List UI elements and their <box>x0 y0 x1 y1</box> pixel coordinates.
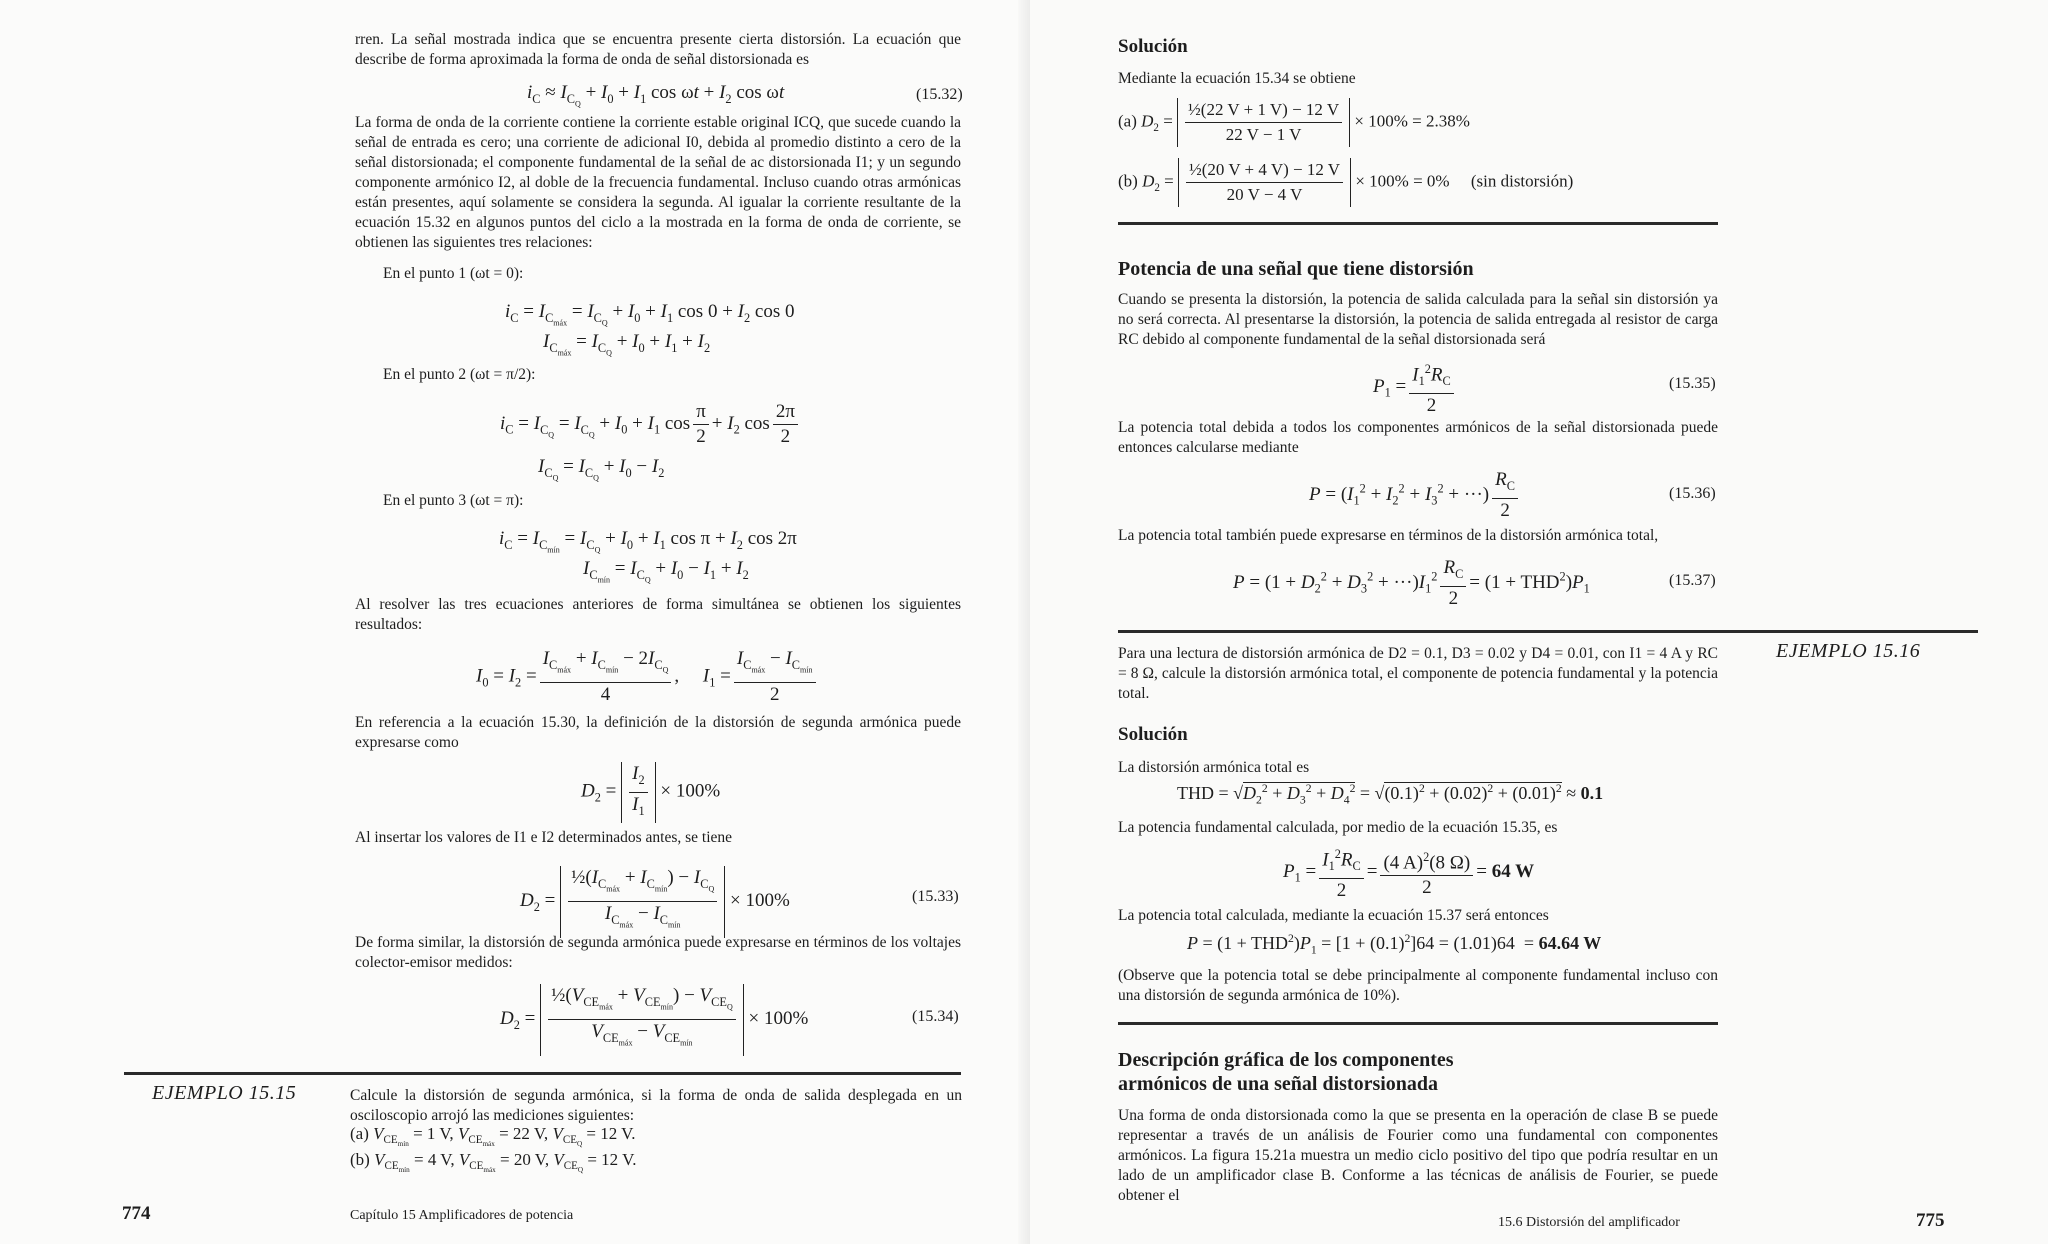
section-divider <box>1118 1022 1718 1025</box>
section-title-graphic-2: armónicos de una señal distorsionada <box>1118 1073 1439 1095</box>
equation-total-power: $P = (1 + THD^2)P_1 = [1 + (0.1)^2]64 = (1.01)64 = 64.64$ W <box>1187 932 1602 957</box>
point-2-label: En el punto 2 (ωt = π/2): <box>383 366 536 383</box>
equation-number: (15.34) <box>912 1008 959 1025</box>
power-paragraph-1: Cuando se presenta la distorsión, la potencia de salida calculada para la señal sin distorsión ya no será correcta. Al presentarse la distorsión, la potencia de salida entregada al resistor de carga RC debido al componente fundamental de la señal distorsionada será <box>1118 291 1718 348</box>
equation-d2-definition: $D_2$ = $\frac{I_2}{I_1}$ × 100% <box>581 762 720 823</box>
example-divider <box>124 1072 961 1075</box>
equation-number: (15.36) <box>1669 485 1716 502</box>
running-head: 15.6 Distorsión del amplificador <box>1498 1215 1680 1230</box>
example-15-15-label: EJEMPLO 15.15 <box>152 1082 297 1104</box>
example-15-15-text: Calcule la distorsión de segunda armónica, si la forma de onda de salida desplegada en un osciloscopio arrojó las mediciones siguientes: <box>350 1087 962 1124</box>
equation-point-1a: $i_C = I_{C_{máx}} = I_{C_Q} + I_0 + I_1$ $\cos 0 + I_2$ cos 0 <box>505 301 795 328</box>
equation-point-2a: $i_C = I_{C_Q} = I_{C_Q} + I_0 + I_1$ cos $\frac{\pi}{2}$ + $I_2$ cos $\frac{2\pi}{2}$ <box>500 400 801 449</box>
paragraph-voltages: De forma similar, la distorsión de segunda armónica puede expresarse en términos de los voltajes colector-emisor medidos: <box>355 934 961 971</box>
equation-number: (15.35) <box>1669 375 1716 392</box>
equation-results: $I_0 = I_2$ = $\frac{I_{C_{máx}} + I_{C_{mín}} - 2I_{C_Q}}{4}$ , $I_1$ = $\frac{I_{C_{máx}} - I_{C_{mín}}}{2}$ <box>476 647 819 707</box>
paragraph-simultaneous: Al resolver las tres ecuaciones anteriores de forma simultánea se obtienen los siguientes resultados: <box>355 596 961 633</box>
right-page <box>1030 0 2048 1244</box>
equation-point-1b: $I_{C_{máx}} = I_{C_Q} + I_0 + I_1 + I_2$ <box>543 331 711 358</box>
equation-p1-value: $P_1$ = $\frac{I_1^2R_C}{2}$ = $\frac{(4 A)^2(8 \Omega)}{2}$ = 64 W <box>1283 842 1534 903</box>
example-15-16-text: Para una lectura de distorsión armónica de D2 = 0.1, D3 = 0.02 y D4 = 0.01, con I1 = 4 A y RC = 8 Ω, calcule la distorsión armónica total, el componente de potencia fundamental y la potencia total. <box>1118 645 1718 702</box>
solution-heading: Solución <box>1118 724 1188 745</box>
solution-note: (Observe que la potencia total se debe principalmente al componente fundamental incluso con una distorsión de segunda armónica de 10%). <box>1118 967 1718 1004</box>
equation-point-3b: $I_{C_{mín}} = I_{C_Q} + I_0 - I_1 + I_2$ <box>583 558 749 585</box>
equation-15-35: $P_1$ = $\frac{I_1^2R_C}{2}$ <box>1373 357 1457 418</box>
solution-heading: Solución <box>1118 36 1188 57</box>
section-divider <box>1118 222 1718 225</box>
equation-thd: THD = $√D_2^2 + D_3^2 + D_4^2 = √(0.1)^2 + (0.02)^2 + (0.01)^2 \approx 0.1$ <box>1177 782 1604 807</box>
equation-number: (15.32) <box>916 86 963 103</box>
power-paragraph-3: La potencia total también puede expresarse en términos de la distorsión armónica total, <box>1118 527 1659 544</box>
solution-thd-intro: La distorsión armónica total es <box>1118 759 1310 776</box>
graphic-paragraph-1: Una forma de onda distorsionada como la que se presenta en la operación de clase B se puede representar a través de un análisis de Fourier como una fundamental con componentes armónicos. La figura 15.21a muestra un medio ciclo positivo del tipo que podría resultar en un lado de un amplificador clase B. Conforme a las técnicas de análisis de Fourier, se puede obtener el <box>1118 1107 1718 1204</box>
equation-15-32: $i_C \approx I_{C_Q} + I_0 + I_1$ $\cos \omega t + I_2$ cos ωt <box>527 82 785 109</box>
section-title-graphic-1: Descripción gráfica de los componentes <box>1118 1049 1454 1071</box>
example-15-16-label: EJEMPLO 15.16 <box>1776 640 1921 662</box>
equation-15-36: $P = (I_1^2 + I_2^2 + I_3^2$ + ···) $\frac{R_C}{2}$ <box>1309 468 1521 523</box>
section-title-power: Potencia de una señal que tiene distorsión <box>1118 258 1474 280</box>
solution-part-b: (b) $D_2$ = $\frac{\text{½(20 V + 4 V) − 12 V}}{20 V - 4 V}$ × 100% = 0% (sin distorsión) <box>1118 158 1573 207</box>
equation-point-3a: $i_C = I_{C_{mín}} = I_{C_Q} + I_0 + I_1$ $\cos \pi + I_2$ cos 2π <box>499 528 797 555</box>
point-3-label: En el punto 3 (ωt = π): <box>383 492 524 509</box>
running-head: Capítulo 15 Amplificadores de potencia <box>350 1208 574 1223</box>
paragraph-definition: En referencia a la ecuación 15.30, la definición de la distorsión de segunda armónica puede expresarse como <box>355 714 961 751</box>
example-divider <box>1118 630 1978 633</box>
solution-part-a: (a) $D_2$ = $\frac{\text{½(22 V + 1 V) − 12 V}}{22 V - 1 V}$ × 100% = 2.38% <box>1118 98 1470 147</box>
intro-paragraph: rren. La señal mostrada indica que se encuentra presente cierta distorsión. La ecuación que describe de forma aproximada la forma de onda de señal distorsionada es <box>355 31 961 68</box>
solution-fundamental-intro: La potencia fundamental calculada, por medio de la ecuación 15.35, es <box>1118 819 1558 836</box>
paragraph-insert-values: Al insertar los valores de I1 e I2 determinados antes, se tiene <box>355 829 733 846</box>
equation-15-37: $P = (1 + D_2^2 + D_3^2 + \cdot\cdot\cdot)I_1^2$ $\frac{R_C}{2}$ = $(1 + THD^2)P_1$ <box>1233 557 1590 609</box>
equation-number: (15.33) <box>912 888 959 905</box>
equation-15-33: $D_2$ = $\frac{\frac{1}{2}(I_{C_{máx}} + I_{C_{mín}}) - I_{C_Q}}{I_{C_{máx}} - I_{C_{mín}}}$ × 100% <box>520 866 790 938</box>
example-15-15-part-a: (a) $V_{CE_{mín}} = 1$ V, $V_{CE_{máx}} = 22$ V, $V_{CE_Q} = 12$ V. <box>350 1124 636 1149</box>
page-number: 774 <box>122 1203 151 1224</box>
equation-number: (15.37) <box>1669 572 1716 589</box>
point-1-label: En el punto 1 (ωt = 0): <box>383 265 524 282</box>
page-number: 775 <box>1916 1210 1945 1231</box>
paragraph-current-waveform: La forma de onda de la corriente contiene la corriente estable original ICQ, que sucede cuando la señal de entrada es cero; una corriente de adicional I0, debida al promedio distinto a cero de la señal distorsionada; el componente fundamental de la señal de ac distorsionada I1; y un segundo componente armónico I2, al doble de la frecuencia fundamental. Incluso cuando otras armónicas están presentes, aquí solamente se considera la segunda. Al igualar la corriente resultante de la ecuación 15.32 en algunos puntos del ciclo a la mostrada en la forma de onda de corriente, se obtienen las siguientes tres relaciones: <box>355 114 961 251</box>
equation-point-2b: $I_{C_Q} = I_{C_Q} + I_0 - I_2$ <box>538 456 665 483</box>
equation-15-34: $D_2$ = $\frac{\frac{1}{2}(V_{CE_{máx}} + V_{CE_{mín}}) - V_{CE_Q}}{V_{CE_{máx}} - V_{CE_{mín}}}$ × 100% <box>500 984 808 1056</box>
solution-intro: Mediante la ecuación 15.34 se obtiene <box>1118 70 1356 87</box>
example-15-15-part-b: (b) $V_{CE_{mín}} = 4$ V, $V_{CE_{máx}} = 20$ V, $V_{CE_Q} = 12$ V. <box>350 1150 637 1175</box>
power-paragraph-2: La potencia total debida a todos los componentes armónicos de la señal distorsionada puede entonces calcularse mediante <box>1118 419 1718 456</box>
solution-total-intro: La potencia total calculada, mediante la ecuación 15.37 será entonces <box>1118 907 1549 924</box>
